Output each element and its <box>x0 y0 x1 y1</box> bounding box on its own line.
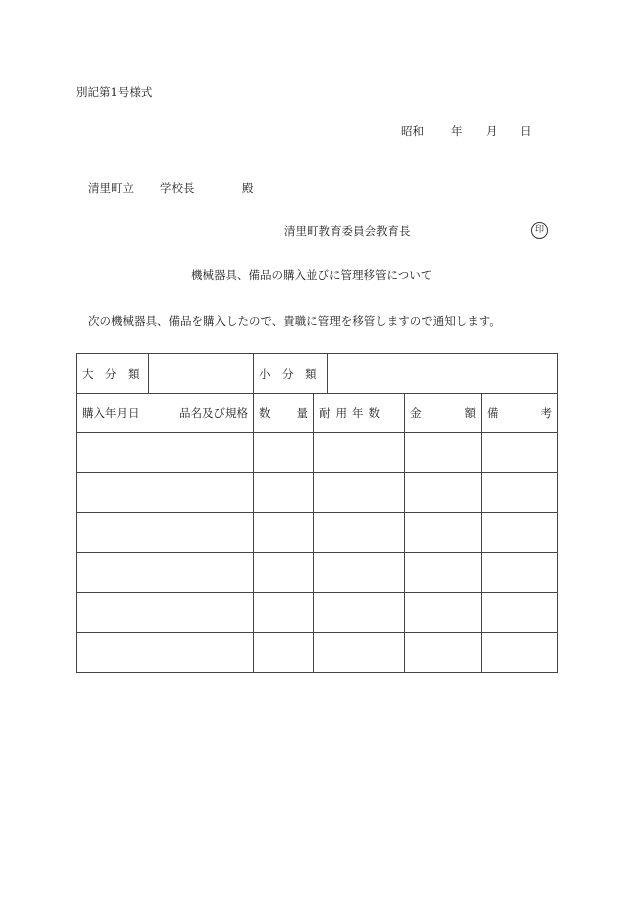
header-remarks: 備 考 <box>482 394 558 433</box>
table-row <box>77 553 558 593</box>
header-quantity: 数 量 <box>254 394 314 433</box>
table-row <box>77 473 558 513</box>
header-item-name: 品名及び規格 <box>179 406 248 420</box>
recipient-title: 学校長 <box>160 181 195 195</box>
header-purchase-date: 購入年月日 <box>82 406 140 420</box>
cell-remarks[interactable] <box>482 433 558 473</box>
cell-date-item[interactable] <box>77 513 254 553</box>
major-category-value[interactable] <box>149 354 254 394</box>
cell-amount[interactable] <box>405 633 482 673</box>
cell-durability[interactable] <box>314 553 405 593</box>
cell-quantity[interactable] <box>254 593 314 633</box>
date-era: 昭和 <box>401 124 424 138</box>
table-row <box>77 433 558 473</box>
cell-remarks[interactable] <box>482 633 558 673</box>
cell-quantity[interactable] <box>254 513 314 553</box>
table-row <box>77 513 558 553</box>
date-month: 月 <box>486 124 498 138</box>
cell-remarks[interactable] <box>482 593 558 633</box>
cell-remarks[interactable] <box>482 553 558 593</box>
recipient-honorific: 殿 <box>242 181 254 195</box>
cell-date-item[interactable] <box>77 633 254 673</box>
table-row <box>77 593 558 633</box>
cell-date-item[interactable] <box>77 593 254 633</box>
cell-quantity[interactable] <box>254 553 314 593</box>
cell-durability[interactable] <box>314 593 405 633</box>
recipient-town: 清里町立 <box>88 181 134 195</box>
cell-durability[interactable] <box>314 433 405 473</box>
sender-name: 清里町教育委員会教育長 <box>284 224 411 238</box>
cell-quantity[interactable] <box>254 433 314 473</box>
cell-quantity[interactable] <box>254 633 314 673</box>
cell-durability[interactable] <box>314 513 405 553</box>
header-amount: 金 額 <box>405 394 482 433</box>
cell-quantity[interactable] <box>254 473 314 513</box>
items-table <box>76 353 558 673</box>
cell-amount[interactable] <box>405 593 482 633</box>
header-date-item <box>77 394 254 433</box>
cell-amount[interactable] <box>405 473 482 513</box>
body-text: 次の機械器具、備品を購入したので、貴職に管理を移管しますので通知します。 <box>88 314 501 328</box>
cell-amount[interactable] <box>405 513 482 553</box>
cell-remarks[interactable] <box>482 513 558 553</box>
major-category-label: 大 分 類 <box>77 354 149 394</box>
cell-date-item[interactable] <box>77 473 254 513</box>
category-row <box>77 354 558 394</box>
form-label: 別記第1号様式 <box>76 85 153 99</box>
header-row <box>77 394 558 433</box>
table-row <box>77 633 558 673</box>
minor-category-label: 小 分 類 <box>254 354 328 394</box>
subject-title: 機械器具、備品の購入並びに管理移管について <box>191 268 433 282</box>
cell-date-item[interactable] <box>77 553 254 593</box>
header-durability: 耐用年数 <box>314 394 405 433</box>
cell-amount[interactable] <box>405 553 482 593</box>
minor-category-value[interactable] <box>328 354 558 394</box>
date-day: 日 <box>520 124 532 138</box>
cell-durability[interactable] <box>314 633 405 673</box>
seal-mark: 印 <box>531 222 548 239</box>
cell-amount[interactable] <box>405 433 482 473</box>
date-year: 年 <box>451 124 463 138</box>
cell-date-item[interactable] <box>77 433 254 473</box>
cell-durability[interactable] <box>314 473 405 513</box>
cell-remarks[interactable] <box>482 473 558 513</box>
